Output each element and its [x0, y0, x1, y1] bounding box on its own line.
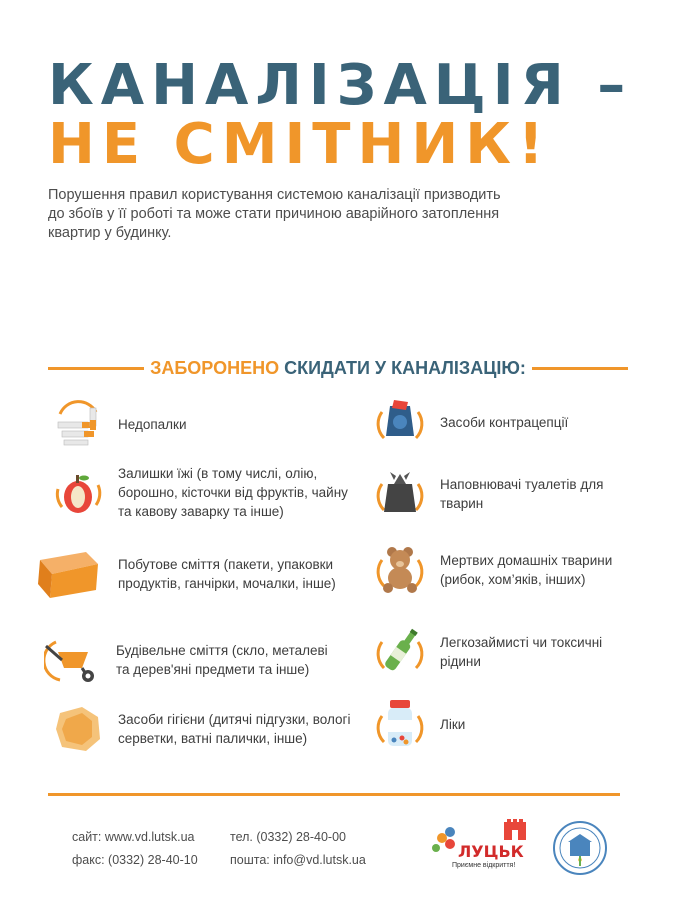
list-item-dead-pets	[374, 544, 654, 596]
list-item-toxic-liquids	[374, 626, 634, 678]
lutsk-logo-tagline: Приємне відкриття!	[452, 862, 516, 869]
list-item-label: Залишки їжі (в тому числі, олію, борошно, кісточки від фруктів, чайну та кавову заварку та інше)	[118, 466, 348, 519]
contact-fax: факс: (0332) 28-40-10	[72, 853, 198, 867]
utility-company-seal	[552, 820, 608, 876]
lutsk-logo-text: ЛУЦЬК	[458, 842, 524, 861]
contact-site: сайт: www.vd.lutsk.ua	[72, 830, 195, 844]
contact-email: пошта: info@vd.lutsk.ua	[230, 853, 366, 867]
list-item-food-leftovers	[52, 464, 352, 521]
list-item-pet-litter	[374, 468, 634, 520]
list-item-label: Ліки	[440, 716, 466, 732]
construction-waste-icon	[44, 634, 100, 686]
pet-litter-icon	[374, 468, 426, 520]
heading-rule-left	[48, 367, 144, 370]
list-item-cigarette-butts	[52, 398, 342, 450]
list-item-construction-waste	[44, 634, 344, 686]
heading-rule-right	[532, 367, 628, 370]
list-item-contraceptives	[374, 396, 634, 448]
title-line-2: НЕ СМІТНИК!	[48, 112, 551, 177]
list-item-label: Побутове сміття (пакети, упаковки продуктів, ганчірки, мочалки, інше)	[118, 557, 336, 591]
footer-rule	[48, 793, 620, 796]
intro-text: Порушення правил користування системою каналізації призводить до збоїв у її роботі та може стати причиною аварійного затоплення квартир у будинку.	[48, 187, 501, 241]
contact-phone: тел. (0332) 28-40-00	[230, 830, 347, 844]
list-item-label: Засоби контрацепції	[440, 414, 569, 430]
household-trash-icon	[38, 548, 100, 600]
cigarette-butts-icon	[52, 398, 104, 450]
hygiene-products-icon	[52, 703, 104, 755]
list-item-label: Мертвих домашніх тварини (рибок, хом’яків, інших)	[440, 553, 613, 587]
list-item-label: Недопалки	[118, 416, 187, 432]
list-item-label: Засоби гігієни (дитячі підгузки, вологі серветки, ватні палички, інше)	[118, 712, 351, 746]
contraceptives-icon	[374, 396, 426, 448]
list-item-label: Легкозаймисті чи токсичні рідини	[440, 635, 603, 669]
heading-forbidden: ЗАБОРОНЕНО	[150, 357, 280, 378]
list-item-hygiene-products	[52, 703, 352, 755]
banned-heading	[48, 356, 628, 380]
title-line-1: КАНАЛІЗАЦІЯ –	[48, 53, 633, 118]
list-item-label: Наповнювачі туалетів для тварин	[440, 477, 604, 511]
lutsk-city-logo	[428, 818, 536, 878]
medicines-icon	[374, 698, 426, 750]
food-leftovers-icon	[52, 467, 104, 519]
dead-pets-icon	[374, 544, 426, 596]
heading-to-sewer: СКИДАТИ У КАНАЛІЗАЦІЮ:	[284, 357, 526, 378]
list-item-label: Будівельне сміття (скло, металеві та дерев'яні предмети та інше)	[116, 643, 328, 677]
list-item-household-trash	[38, 548, 338, 600]
toxic-liquids-icon	[374, 626, 426, 678]
list-item-medicines	[374, 698, 634, 750]
